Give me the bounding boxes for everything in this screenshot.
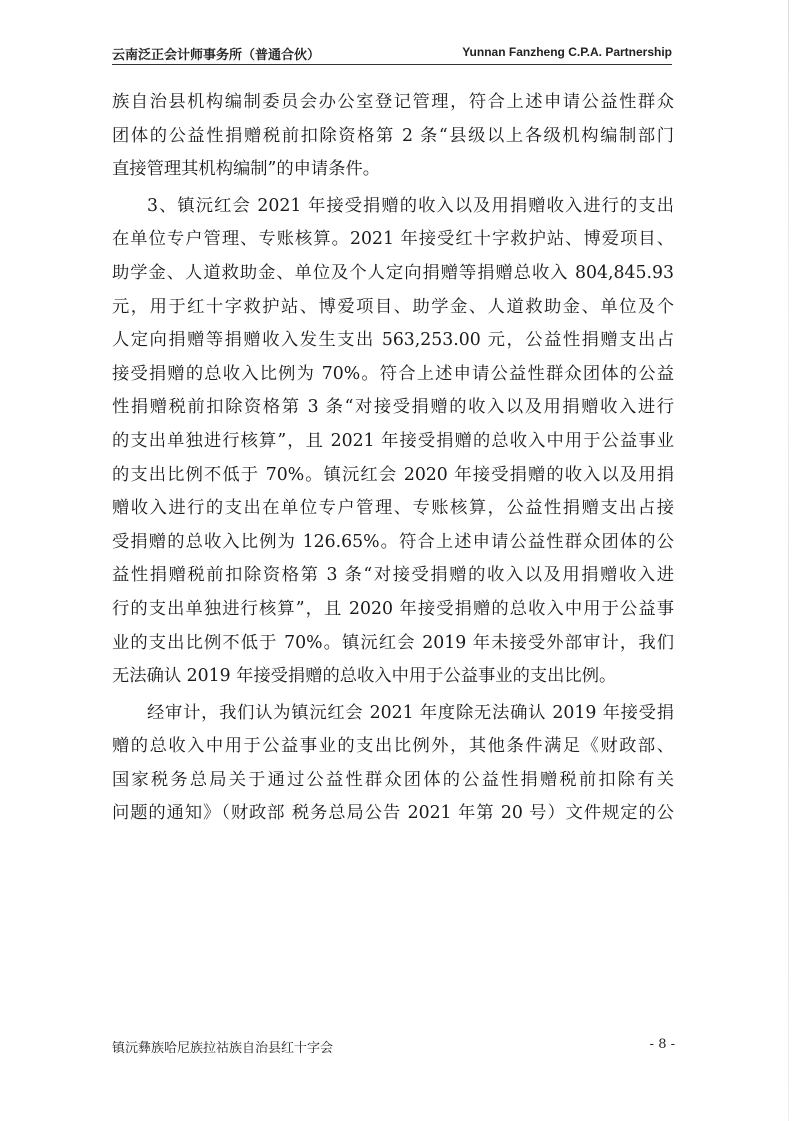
document-body	[112, 86, 674, 834]
paragraph	[112, 190, 674, 694]
firm-name-cn: 云南泛正会计师事务所（普通合伙）	[112, 48, 321, 63]
paragraph	[112, 86, 674, 187]
firm-name-en: Yunnan Fanzheng C.P.A. Partnership	[462, 45, 672, 59]
text-line: 人定向捐赠等捐赠收入发生支出 563,253.00 元，公益性捐赠支出占	[112, 330, 674, 351]
text-line: 经审计，我们认为镇沅红会 2021 年度除无法确认 2019 年接受捐	[147, 702, 674, 723]
text-line: 助学金、人道救助金、单位及个人定向捐赠等捐赠总收入 804,845.93	[112, 262, 674, 283]
text-line: 赠的总收入中用于公益事业的支出比例外，其他条件满足《财政部、	[112, 736, 674, 757]
text-line: 元，用于红十字救护站、博爱项目、助学金、人道救助金、单位及个	[112, 296, 674, 317]
text-line: 团体的公益性捐赠税前扣除资格第 2 条“县级以上各级机构编制部门	[112, 125, 674, 146]
text-line: 业的支出比例不低于 70%。镇沅红会 2019 年未接受外部审计，我们	[112, 632, 674, 653]
page-header	[112, 42, 672, 65]
page-number: - 8 -	[649, 1037, 675, 1052]
text-line: 的支出比例不低于 70%。镇沅红会 2020 年接受捐赠的收入以及用捐	[112, 464, 674, 485]
text-line: 无法确认 2019 年接受捐赠的总收入中用于公益事业的支出比例。	[112, 666, 617, 687]
text-line: 3、镇沅红会 2021 年接受捐赠的收入以及用捐赠收入进行的支出	[147, 195, 674, 216]
text-line: 性捐赠税前扣除资格第 3 条“对接受捐赠的收入以及用捐赠收入进行	[112, 397, 674, 418]
text-line: 在单位专户管理、专账核算。2021 年接受红十字救护站、博爱项目、	[112, 229, 674, 250]
scan-fold-line	[788, 0, 789, 1121]
text-line: 族自治县机构编制委员会办公室登记管理，符合上述申请公益性群众	[112, 92, 674, 112]
paragraph	[112, 697, 674, 831]
text-line: 的支出单独进行核算”，且 2021 年接受捐赠的总收入中用于公益事业	[112, 430, 674, 451]
text-line: 问题的通知》（财政部 税务总局公告 2021 年第 20 号）文件规定的公	[112, 803, 674, 824]
text-line: 国家税务总局关于通过公益性群众团体的公益性捐赠税前扣除有关	[112, 769, 674, 790]
text-line: 直接管理其机构编制”的申请条件。	[112, 159, 381, 180]
text-line: 接受捐赠的总收入比例为 70%。符合上述申请公益性群众团体的公益	[112, 363, 674, 384]
footer-organization: 镇沅彝族哈尼族拉祜族自治县红十字会	[112, 1041, 334, 1056]
text-line: 受捐赠的总收入比例为 126.65%。符合上述申请公益性群众团体的公	[112, 531, 674, 552]
text-line: 行的支出单独进行核算”，且 2020 年接受捐赠的总收入中用于公益事	[112, 598, 674, 619]
text-line: 益性捐赠税前扣除资格第 3 条“对接受捐赠的收入以及用捐赠收入进	[112, 565, 674, 586]
text-line: 赠收入进行的支出在单位专户管理、专账核算，公益性捐赠支出占接	[112, 498, 674, 519]
